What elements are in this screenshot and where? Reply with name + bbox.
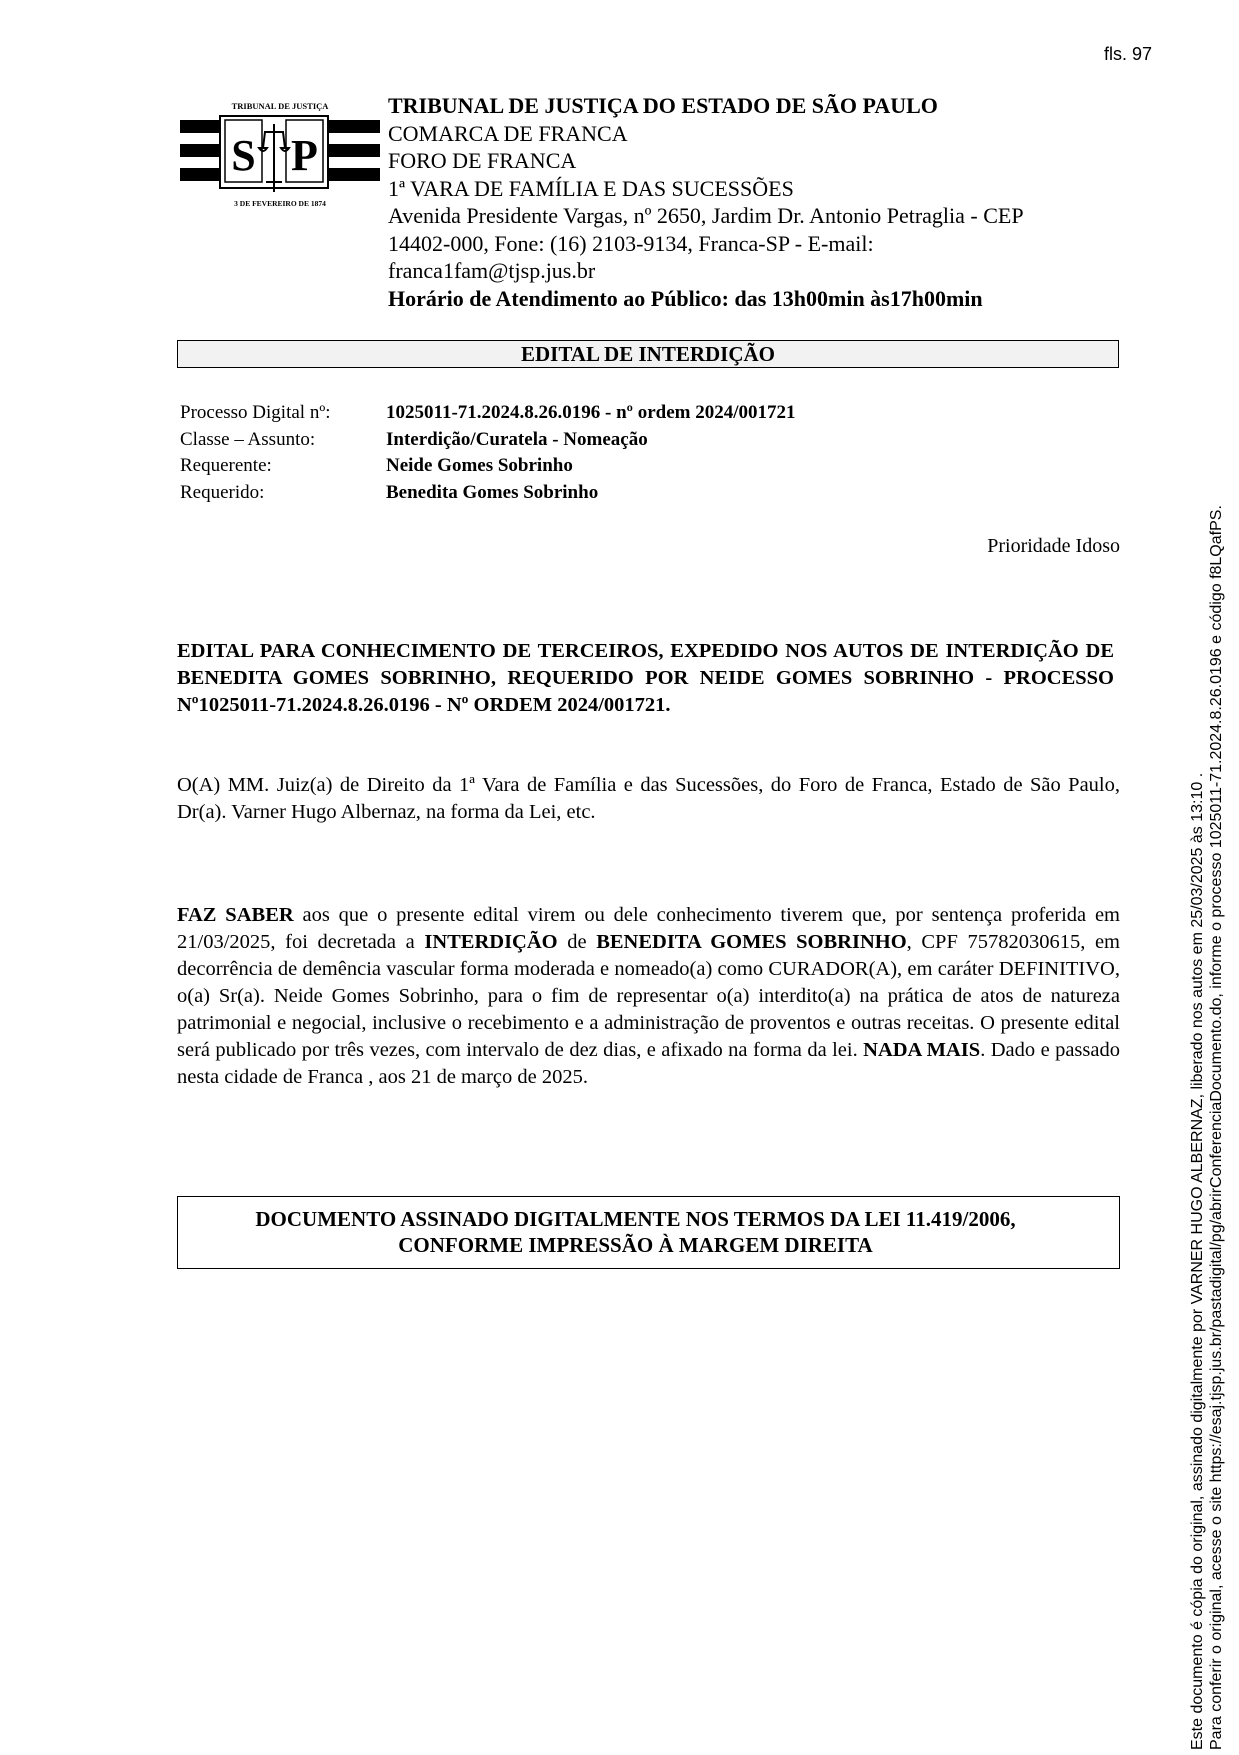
signature-notice-box	[177, 1196, 1120, 1269]
page-number: fls. 97	[1104, 44, 1153, 64]
body-text-4: . Dado e passado nesta cidade de Franca , aos 21 de março de 2025.	[177, 1039, 1120, 1088]
case-info	[180, 400, 795, 506]
case-info-label: Classe – Assunto:	[180, 428, 316, 450]
case-info-label: Requerente:	[180, 455, 272, 476]
side-notice-line-1: Este documento é cópia do original, assinado digitalmente por VARNER HUGO ALBERNAZ, liberado nos autos em 25/03/2025 às 13:10 .	[1189, 772, 1206, 1750]
case-info-row	[180, 427, 795, 454]
body-text-2: de	[557, 931, 597, 953]
case-info-row	[180, 453, 795, 480]
court-name: TRIBUNAL DE JUSTIÇA DO ESTADO DE SÃO PAULO	[388, 93, 938, 118]
logo-bottom-text: 3 DE FEVEREIRO DE 1874	[234, 199, 326, 208]
signature-line-1: DOCUMENTO ASSINADO DIGITALMENTE NOS TERMOS DA LEI 11.419/2006,	[255, 1207, 1016, 1231]
case-info-row	[180, 400, 795, 427]
tjsp-logo	[180, 78, 380, 218]
court-header	[388, 92, 1128, 312]
vara: 1ª VARA DE FAMÍLIA E DAS SUCESSÕES	[388, 175, 794, 201]
case-info-value: Benedita Gomes Sobrinho	[386, 481, 599, 503]
case-info-value: Neide Gomes Sobrinho	[386, 455, 573, 476]
address-line-3: franca1fam@tjsp.jus.br	[388, 258, 596, 283]
intro-paragraph	[177, 772, 1120, 826]
logo-top-text: TRIBUNAL DE JUSTIÇA	[231, 101, 329, 111]
body-text-1: aos que o presente edital virem ou dele conhecimento tiverem que, por sentença proferida em 21/03/2025, foi decretada a	[177, 904, 1120, 953]
signature-line-2: CONFORME IMPRESSÃO À MARGEM DIREITA	[398, 1233, 873, 1257]
nada-mais: NADA MAIS	[863, 1039, 981, 1061]
faz-saber: FAZ SABER	[177, 904, 294, 926]
body-paragraph	[177, 902, 1120, 1091]
edital-heading: EDITAL PARA CONHECIMENTO DE TERCEIROS, EXPEDIDO NOS AUTOS DE INTERDIÇÃO DE BENEDITA GOMES SOBRINHO, REQUERIDO POR NEIDE GOMES SOBRINHO - PROCESSO Nº1025011-71.2024.8.26.0196 - Nº ORDEM 2024/001721.	[177, 640, 1114, 716]
interdicted-name: BENEDITA GOMES SOBRINHO	[596, 931, 907, 953]
logo-letter-p: P	[291, 131, 318, 180]
case-info-label: Requerido:	[180, 481, 265, 503]
interdicao-word: INTERDIÇÃO	[424, 931, 558, 953]
case-info-value: 1025011-71.2024.8.26.0196 - nº ordem 2024/001721	[386, 402, 796, 423]
comarca: COMARCA DE FRANCA	[388, 120, 628, 146]
case-info-label: Processo Digital nº:	[180, 402, 331, 423]
side-margin-notice	[1188, 255, 1226, 1755]
address-line-1: Avenida Presidente Vargas, nº 2650, Jardim Dr. Antonio Petraglia - CEP	[388, 203, 1024, 228]
side-notice-line-2: Para conferir o original, acesse o site https://esaj.tjsp.jus.br/pastadigital/pg/abrirConferenciaDocumento.do, informe o processo 1025011-71.2024.8.26.0196 e código f8LQafPS.	[1208, 505, 1225, 1750]
priority-label: Prioridade Idoso	[987, 535, 1120, 557]
opening-hours: Horário de Atendimento ao Público: das 13h00min às17h00min	[388, 285, 983, 311]
case-info-row	[180, 480, 795, 507]
document-title: EDITAL DE INTERDIÇÃO	[177, 340, 1119, 368]
address-line-2: 14402-000, Fone: (16) 2103-9134, Franca-SP - E-mail:	[388, 230, 874, 256]
foro: FORO DE FRANCA	[388, 148, 577, 173]
body-text-3: , CPF 75782030615, em decorrência de demência vascular forma moderada e nomeado(a) como CURADOR(A), em caráter DEFINITIVO, o(a) Sr(a). Neide Gomes Sobrinho, para o fim de representar o(a) interdito(a) na prática de atos de natureza patrimonial e negocial, inclusive o recebimento e a administração de proventos e outras receitas. O presente edital será publicado por três vezes, com intervalo de dez dias, e afixado na forma da lei.	[177, 931, 1120, 1061]
logo-letter-s: S	[231, 131, 256, 180]
intro-text: O(A) MM. Juiz(a) de Direito da 1ª Vara de Família e das Sucessões, do Foro de Franca, Estado de São Paulo, Dr(a). Varner Hugo Albernaz, na forma da Lei, etc.	[177, 774, 1120, 823]
case-info-value: Interdição/Curatela - Nomeação	[386, 428, 648, 450]
